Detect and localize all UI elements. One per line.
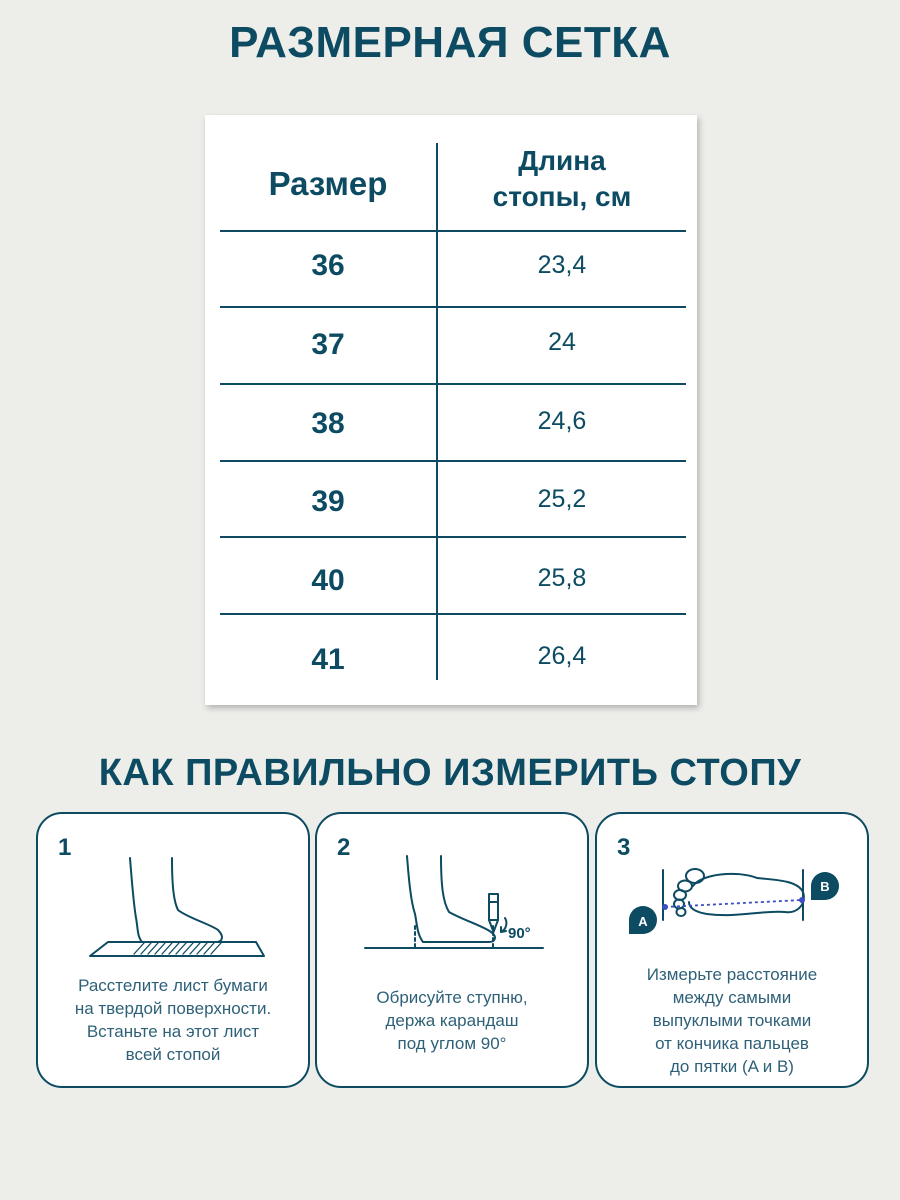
size-chart-title: РАЗМЕРНАЯ СЕТКА: [229, 18, 671, 67]
length-cell: 26,4: [537, 642, 587, 670]
step-number: 1: [58, 834, 72, 861]
step-text-line: Расстелите лист бумаги: [78, 976, 268, 995]
size-cell: 36: [311, 249, 345, 282]
size-cell: 40: [311, 564, 345, 597]
row-divider: [220, 383, 686, 385]
length-cell: 24,6: [537, 407, 587, 435]
step-text-line: под углом 90°: [397, 1034, 507, 1053]
row-divider: [220, 306, 686, 308]
size-cell: 38: [311, 407, 345, 440]
how-to-measure-title: КАК ПРАВИЛЬНО ИЗМЕРИТЬ СТОПУ: [98, 752, 802, 794]
foot-on-paper-icon: [38, 814, 312, 974]
step-number: 2: [337, 834, 351, 861]
pencil-outline-foot-icon: [317, 814, 591, 974]
angle-label: 90°: [508, 925, 531, 942]
step-text-line: Измерьте расстояние: [646, 965, 818, 984]
size-table: [205, 115, 697, 705]
row-divider: [220, 613, 686, 615]
size-cell: 41: [311, 643, 345, 676]
step-text-line: от кончика пальцев: [655, 1034, 809, 1053]
step-text-line: Обрисуйте ступню,: [376, 988, 528, 1007]
size-cell: 37: [311, 328, 345, 361]
size-column-header: Размер: [268, 165, 388, 202]
step-text-line: на твердой поверхности.: [74, 999, 272, 1018]
step-card-1: [36, 812, 310, 1088]
length-cell: 25,2: [537, 485, 587, 513]
step-text-line: держа карандаш: [385, 1011, 519, 1030]
step-text-line: до пятки (A и B): [670, 1057, 794, 1076]
step-text-line: всей стопой: [125, 1045, 221, 1064]
step-description: [605, 963, 859, 1078]
row-divider: [220, 230, 686, 232]
step-text-line: выпуклыми точками: [652, 1011, 812, 1030]
point-b-label: B: [820, 879, 830, 894]
foot-measure-icon: [597, 814, 871, 974]
length-cell: 25,8: [537, 564, 587, 592]
size-cell: 39: [311, 485, 345, 518]
length-column-header: [438, 143, 686, 215]
step-text-line: между самыми: [672, 988, 792, 1007]
step-description: [325, 986, 579, 1055]
row-divider: [220, 460, 686, 462]
row-divider: [220, 536, 686, 538]
length-cell: 24: [548, 328, 576, 356]
length-cell: 23,4: [537, 251, 587, 279]
point-a-label: A: [638, 914, 648, 929]
step-card-3: [595, 812, 869, 1088]
length-header-line-2: стопы, см: [492, 181, 632, 212]
step-text-line: Встаньте на этот лист: [86, 1022, 260, 1041]
step-description: [46, 974, 300, 1066]
step-number: 3: [617, 834, 631, 861]
length-header-line-1: Длина: [518, 145, 606, 176]
step-card-2: [315, 812, 589, 1088]
